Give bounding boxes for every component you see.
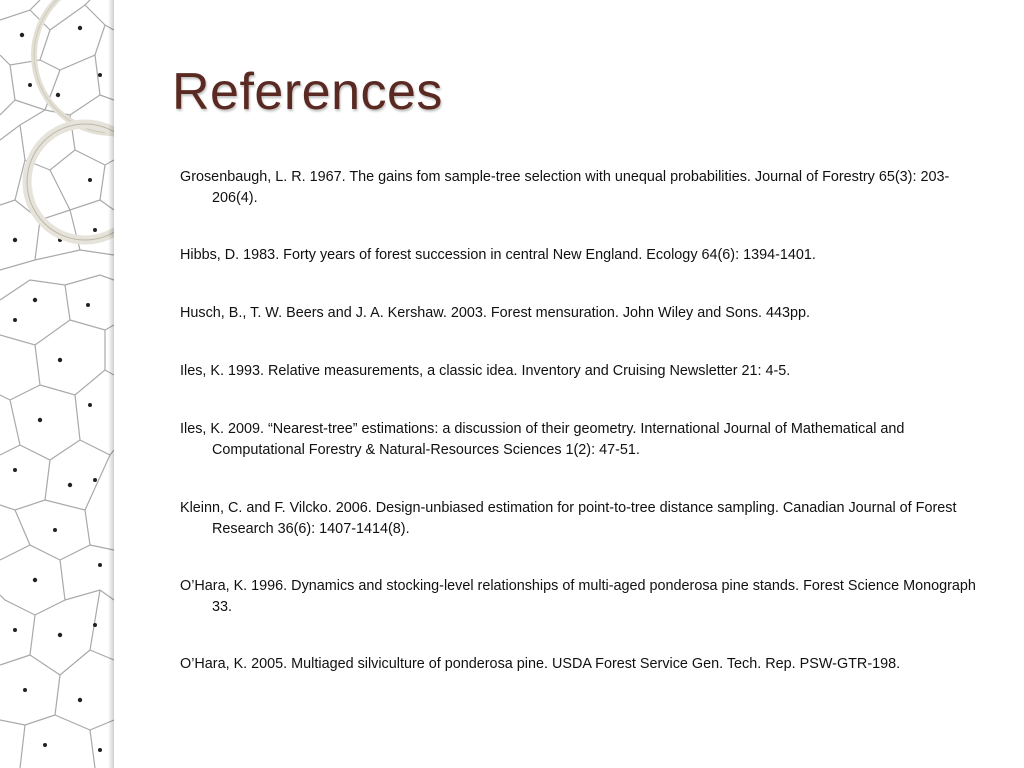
- reference-item: Iles, K. 1993. Relative measurements, a classic idea. Inventory and Cruising Newsletter 21: 4-5.: [180, 363, 791, 379]
- reference-item: O’Hara, K. 2005. Multiaged silviculture of ponderosa pine. USDA Forest Service Gen. Tech. Rep. PSW-GTR-198.: [180, 656, 901, 672]
- reference-item: Husch, B., T. W. Beers and J. A. Kershaw. 2003. Forest mensuration. John Wiley and Sons. 443pp.: [180, 305, 811, 321]
- reference-item: O’Hara, K. 1996. Dynamics and stocking-level relationships of multi-aged ponderosa pine stands. Forest Science Monograph 33.: [180, 578, 976, 615]
- page-title: References: [172, 63, 443, 121]
- reference-item: Grosenbaugh, L. R. 1967. The gains fom sample-tree selection with unequal probabilities. Journal of Forestry 65(3): 203-206(4).: [180, 169, 950, 206]
- strip-shadow: [108, 0, 114, 768]
- voronoi-decoration-strip: [0, 0, 114, 768]
- voronoi-pattern: [0, 0, 114, 768]
- reference-item: Hibbs, D. 1983. Forty years of forest succession in central New England. Ecology 64(6): 1394-1401.: [180, 247, 816, 263]
- reference-item: Kleinn, C. and F. Vilcko. 2006. Design-unbiased estimation for point-to-tree distance sampling. Canadian Journal of Forest Research 36(6): 1407-1414(8).: [180, 500, 957, 537]
- reference-item: Iles, K. 2009. “Nearest-tree” estimations: a discussion of their geometry. International Journal of Mathematical and Computational Forestry & Natural-Resources Sciences 1(2): 47-51.: [180, 421, 905, 458]
